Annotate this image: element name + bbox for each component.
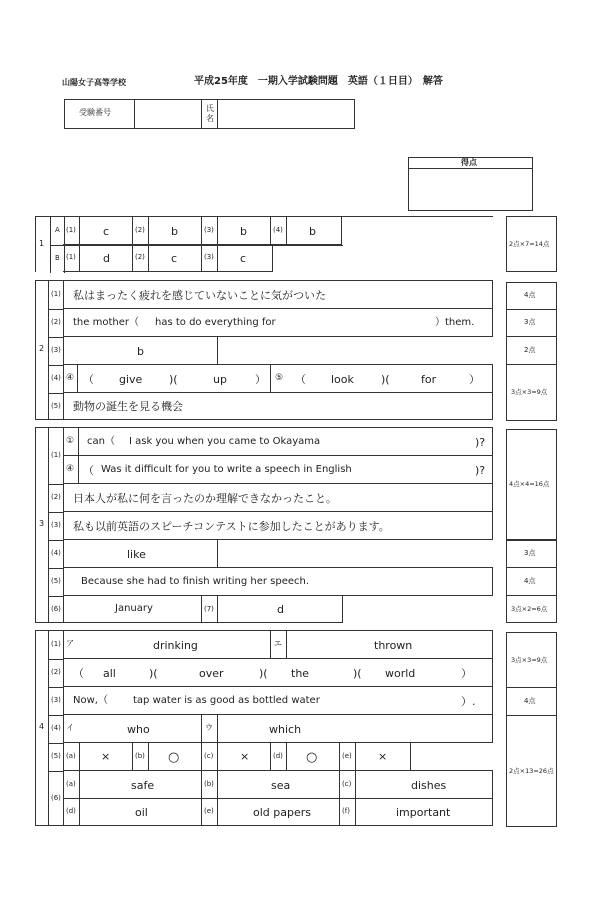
q4-6b-label: (b) — [204, 780, 214, 788]
paren: )( — [259, 667, 268, 680]
kana-a: ア — [66, 639, 74, 648]
q3-points-1 — [506, 429, 557, 540]
q3-5-row — [63, 567, 493, 596]
section-2-number-cell — [35, 280, 49, 420]
q1a-4-label: (4) — [273, 226, 283, 234]
points: 3点×3=9点 — [511, 656, 548, 664]
q4-6b-answer: sea — [271, 779, 291, 792]
q3-7-answer: d — [277, 603, 284, 616]
q4-6c-answer: dishes — [411, 779, 447, 792]
q4-3-row — [63, 686, 493, 715]
q4-2-row — [63, 658, 493, 687]
points: 4点×4=16点 — [509, 480, 550, 488]
q4-5e-answer: × — [378, 750, 388, 763]
q2-4-for: for — [421, 373, 437, 386]
points: 3点 — [524, 318, 536, 326]
q4-4-row — [63, 714, 493, 743]
q3-1a-answer: I ask you when you came to Okayama — [129, 436, 321, 447]
paren: （ — [83, 373, 94, 386]
kana-e: エ — [274, 639, 282, 648]
section-4-number: 4 — [39, 722, 45, 731]
q2-2-pre: the mother（ — [73, 317, 139, 328]
q4-1a-answer: drinking — [153, 639, 198, 652]
q4-3-answer: tap water is as good as bottled water — [133, 695, 320, 706]
q1a-3-answer: b — [240, 225, 247, 238]
q2-2-row — [63, 308, 493, 337]
q4-2-label: (2) — [51, 668, 61, 676]
q1-row-a — [63, 216, 342, 245]
q2-points-3 — [506, 336, 557, 365]
q1a-1-answer: c — [103, 225, 110, 238]
q3-4-row — [63, 539, 218, 568]
points: 3点 — [524, 549, 536, 557]
q1a-2-answer: b — [171, 225, 178, 238]
q4-1-label: (1) — [51, 640, 61, 648]
q4-5c-answer: × — [240, 750, 250, 763]
q4-1e-answer: thrown — [374, 639, 413, 652]
q3-6-answer: January — [115, 603, 153, 614]
section-2-number: 2 — [39, 344, 45, 353]
q4-6c-label: (c) — [342, 780, 352, 788]
points: 3点×3=9点 — [511, 388, 548, 396]
section-4-number-cell — [35, 630, 49, 826]
q2-4-give: give — [119, 373, 143, 386]
name-label: 氏 名 — [206, 104, 214, 123]
q4-5b-answer: ○ — [168, 750, 180, 765]
q4-points-3 — [506, 715, 557, 827]
q4-3-label: (3) — [51, 696, 61, 704]
q3-points-2 — [506, 540, 557, 568]
page-title: 平成25年度 一期入学試験問題 英語（１日目） 解答 — [194, 76, 443, 87]
q3-6-label: (6) — [51, 605, 61, 613]
q4-2-word-4: world — [385, 667, 416, 680]
q2-4-up: up — [213, 373, 227, 386]
q4-5e-label: (e) — [342, 752, 352, 760]
circle-4: ④ — [66, 464, 75, 474]
paren: ） — [469, 373, 480, 386]
q1-row-b — [63, 244, 273, 272]
q4-label-col — [48, 630, 64, 826]
points: 3点×2=6点 — [511, 605, 548, 613]
paren: )? — [475, 436, 486, 449]
paren: )( — [381, 373, 390, 386]
q2-4-circle-5: ⑤ — [275, 373, 284, 383]
q2-4-row — [63, 364, 493, 393]
score-label: 得点 — [461, 158, 477, 167]
q2-1-label: (1) — [51, 290, 61, 298]
q4-5d-answer: ○ — [306, 750, 318, 765]
section-1-number: 1 — [39, 239, 45, 248]
q4-5-row — [63, 742, 411, 771]
points: 2点 — [524, 346, 536, 354]
q4-6e-label: (e) — [204, 807, 214, 815]
q1b-1-answer: d — [103, 252, 110, 265]
q3-1a-can: can（ — [87, 436, 115, 447]
points: 4点 — [524, 291, 536, 299]
paren: )( — [169, 373, 178, 386]
q3-4-label: (4) — [51, 549, 61, 557]
q2-4-circle-4: ④ — [66, 373, 75, 383]
exam-info-box — [64, 99, 355, 129]
q3-label-col — [48, 427, 64, 623]
kana-i: イ — [66, 723, 74, 732]
q1-points: 2点×7=14点 — [509, 240, 550, 248]
q1b-1-label: (1) — [66, 253, 76, 261]
q4-2-word-3: the — [291, 667, 310, 680]
points: 4点 — [524, 697, 536, 705]
q4-5b-label: (b) — [135, 752, 145, 760]
q4-6-label: (6) — [51, 794, 61, 802]
section-3-number: 3 — [39, 519, 45, 528]
q2-3-label: (3) — [51, 346, 61, 354]
q2-1-answer: 私はまったく疲れを感じていないことに気がついた — [73, 289, 326, 302]
q3-1a-row — [63, 427, 493, 456]
q3-1b-answer: Was it difficult for you to write a speech in English — [101, 464, 352, 475]
q4-5c-label: (c) — [204, 752, 214, 760]
paren: ）. — [461, 695, 476, 708]
q4-3-pre: Now,（ — [73, 695, 108, 706]
q4-5-label: (5) — [51, 752, 61, 760]
q4-6e-answer: old papers — [253, 806, 311, 819]
q2-4-look: look — [331, 373, 354, 386]
q4-5a-answer: × — [101, 750, 111, 763]
q1-points-box — [506, 216, 557, 272]
kana-u: ウ — [205, 723, 213, 732]
q3-5-label: (5) — [51, 577, 61, 585]
q2-2-answer: has to do everything for — [155, 317, 276, 328]
points: 2点×13=26点 — [509, 767, 554, 775]
q4-5a-label: (a) — [66, 752, 76, 760]
paren: ） — [461, 667, 472, 680]
paren: ） — [255, 373, 266, 386]
q1b-2-label: (2) — [135, 253, 145, 261]
q2-2-post: ）them. — [435, 317, 475, 328]
school-name: 山陽女子高等学校 — [62, 78, 126, 87]
q3-2-label: (2) — [51, 493, 61, 501]
paren: )? — [475, 464, 486, 477]
q4-points-2 — [506, 687, 557, 716]
points: 4点 — [524, 577, 536, 585]
q3-7-label: (7) — [204, 605, 214, 613]
q2-points-1 — [506, 282, 557, 310]
paren: （ — [83, 464, 94, 477]
q2-1-row — [63, 280, 493, 309]
q4-6-row-2 — [63, 798, 493, 826]
q3-5-answer: Because she had to finish writing her speech. — [81, 576, 310, 587]
q4-4-label: (4) — [51, 724, 61, 732]
q3-2-answer: 日本人が私に何を言ったのか理解できなかったこと。 — [73, 492, 337, 505]
q4-6f-label: (f) — [342, 807, 350, 815]
q3-3-row — [63, 511, 493, 540]
row-a-label: A — [55, 226, 60, 234]
q4-5d-label: (d) — [273, 752, 283, 760]
q2-points-2 — [506, 309, 557, 337]
q3-points-4 — [506, 595, 557, 623]
q1b-2-answer: c — [171, 252, 178, 265]
paren: （ — [295, 373, 306, 386]
q3-1b-row — [63, 455, 493, 484]
q4-1-row — [63, 630, 493, 659]
q3-3-answer: 私も以前英語のスピーチコンテストに参加したことがあります。 — [73, 520, 390, 533]
q4-2-word-1: all — [103, 667, 116, 680]
q4-4i-answer: who — [127, 723, 150, 736]
q2-5-row — [63, 392, 493, 420]
q3-points-3 — [506, 567, 557, 596]
q4-2-word-2: over — [199, 667, 224, 680]
q2-2-label: (2) — [51, 318, 61, 326]
q3-2-row — [63, 483, 493, 512]
score-box — [408, 157, 533, 211]
q3-3-label: (3) — [51, 521, 61, 529]
q1b-3-label: (3) — [204, 253, 214, 261]
q2-4-label: (4) — [51, 374, 61, 382]
q4-6f-answer: important — [396, 806, 451, 819]
q2-5-answer: 動物の誕生を見る機会 — [73, 400, 183, 413]
section-3-number-cell — [35, 427, 49, 623]
q4-6-row-1 — [63, 770, 493, 799]
q2-3-row — [63, 336, 218, 365]
q1a-1-label: (1) — [66, 226, 76, 234]
q4-4u-answer: which — [269, 723, 302, 736]
exam-number-label: 受験番号 — [79, 108, 111, 117]
q1b-3-answer: c — [240, 252, 247, 265]
q4-6d-label: (d) — [66, 807, 76, 815]
paren: （ — [73, 667, 84, 680]
q4-6a-label: (a) — [66, 780, 76, 788]
q1a-3-label: (3) — [204, 226, 214, 234]
q4-points-1 — [506, 632, 557, 688]
q4-6d-answer: oil — [135, 806, 148, 819]
row-b-label: B — [55, 254, 60, 262]
q2-3-answer: b — [137, 345, 144, 358]
q3-1-label: (1) — [51, 451, 61, 459]
q3-6-7-row — [63, 595, 343, 623]
q2-label-col — [48, 280, 64, 420]
paren: )( — [353, 667, 362, 680]
paren: )( — [149, 667, 158, 680]
q2-5-label: (5) — [51, 402, 61, 410]
circle-1: ① — [66, 436, 75, 446]
q4-6a-answer: safe — [131, 779, 155, 792]
q2-points-4 — [506, 364, 557, 421]
q1a-4-answer: b — [309, 225, 316, 238]
q3-4-answer: like — [127, 548, 146, 561]
q1a-2-label: (2) — [135, 226, 145, 234]
